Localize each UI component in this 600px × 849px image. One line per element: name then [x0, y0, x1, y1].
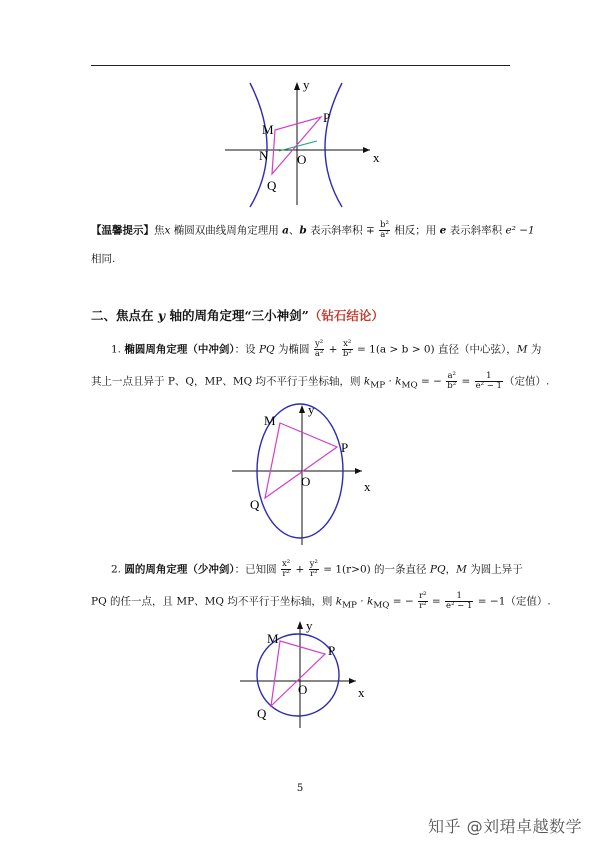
y-axis-arrow [297, 621, 303, 629]
item-1-tail: （定值）. [503, 375, 550, 388]
item-1-dot: · k [385, 375, 402, 388]
item-2-k: k [335, 595, 343, 608]
item-1-sub-2: MQ [401, 380, 418, 391]
page-number: 5 [296, 783, 304, 794]
tip-tag: 【温馨提示】 [91, 224, 154, 237]
item-2-text-3: ， [445, 563, 457, 576]
tip-sep: 、 [288, 224, 300, 237]
item-1-line-2-text: 其上一点且异于 P、Q，MP、MQ 均不平行于坐标轴，则 [91, 375, 364, 388]
fig1-label-q: Q [267, 178, 277, 193]
item-1-plus: + [325, 343, 341, 356]
item-2-sub-1: MP [342, 600, 357, 611]
tip-var-e: e [439, 224, 447, 237]
item-1-m: M [516, 343, 528, 356]
item-1-k: k [363, 375, 371, 388]
item-2-line-2-text: PQ 的任一点，且 MP、MQ 均不平行于坐标轴，则 [91, 595, 336, 608]
tip-var-a: a [282, 224, 289, 237]
item-2-text-1: ：已知圆 [234, 563, 280, 576]
item-1-text-4: 为 [527, 343, 542, 356]
fig3-label-m: M [267, 631, 279, 646]
item-1-heading: 椭圆周角定理（中冲剑） [124, 343, 235, 356]
item-2-eq: = − [389, 595, 418, 608]
tip-text-2: 椭圆双曲线周角定理用 [170, 224, 283, 237]
section-title-b: 轴的周角定理“三小神剑” [165, 308, 309, 323]
item-2-dot: · k [356, 595, 374, 608]
x-axis-arrow [349, 678, 356, 684]
tip-var-x: x [164, 224, 171, 237]
fig1-label-m: M [262, 122, 274, 137]
item-2-frac-1: $\frac{\text{x²}}{\text{r²}}$ [281, 559, 291, 579]
tip-text-3: 表示斜率积 ∓ [306, 224, 379, 237]
fig3-label-x: x [358, 685, 365, 700]
tip-text-1: 焦 [154, 224, 165, 237]
item-1-frac-4: $\frac{1}{\text{e² − 1}}$ [475, 371, 502, 391]
fig3-label-o: O [298, 682, 308, 697]
item-2-plus: + [292, 563, 308, 576]
tip-expression: e² −1 [505, 224, 535, 237]
fig3-label-q: Q [257, 706, 267, 721]
watermark: 知乎 @刘珺卓越数学 [428, 817, 583, 836]
item-2-sub-2: MQ [373, 600, 390, 611]
item-1-number: 1. [111, 343, 122, 356]
tip-fraction: $\frac{\text{b²}}{\text{a²}}$ [380, 220, 389, 240]
item-1-frac-3: $\frac{\text{a²}}{\text{b²}}$ [447, 371, 457, 391]
item-2-heading: 圆的周角定理（少冲剑） [124, 563, 235, 576]
tip-var-b: b [299, 224, 307, 237]
fig1-label-p: P [323, 110, 331, 125]
item-2-frac-4: $\frac{1}{\text{e² − 1}}$ [446, 591, 473, 611]
item-1-sub-1: MP [370, 380, 386, 391]
section-title-a: 二、焦点在 [91, 308, 158, 323]
item-1-frac-1: $\frac{\text{y²}}{\text{a²}}$ [314, 339, 324, 359]
item-2-m: M [456, 563, 467, 576]
section-title-var: y [157, 308, 166, 323]
item-2-text-2: = 1(r>0) 的一条直径 [319, 563, 430, 576]
fig1-label-o: O [297, 152, 307, 167]
tip-text-5: 表示斜率积 [446, 224, 506, 237]
tip-text-4: 相反；用 [390, 224, 440, 237]
item-2-number: 2. [111, 563, 122, 576]
item-1-pq: PQ [258, 343, 275, 356]
item-1-frac-2: $\frac{\text{x²}}{\text{b²}}$ [342, 339, 352, 359]
fig2-label-m: M [264, 413, 276, 428]
item-2-pq: PQ [429, 563, 446, 576]
fig1-label-x: x [373, 150, 380, 165]
item-2-eq-2: = [428, 595, 445, 608]
fig2-label-q: Q [250, 497, 260, 512]
item-1-text-1: ：设 [234, 343, 259, 356]
item-1-eq-2: = [458, 375, 474, 388]
fig2-label-p: P [341, 440, 349, 455]
item-2-frac-2: $\frac{\text{y²}}{\text{r²}}$ [309, 559, 318, 579]
item-2-text-4: 为圆上异于 [466, 563, 523, 576]
fig3-label-y: y [306, 618, 313, 633]
item-2-tail: = −1（定值）. [474, 595, 551, 608]
fig1-label-n: N [259, 148, 269, 163]
item-1-text-3: = 1(a > b > 0) 直径（中心弦）， [353, 343, 517, 356]
item-1-text-2: 为椭圆 [274, 343, 313, 356]
fig2-label-x: x [364, 479, 371, 494]
section-title-red: （钻石结论） [308, 308, 384, 323]
fig2-label-y: y [308, 402, 315, 417]
item-1-eq: = − [417, 375, 446, 388]
fig2-label-o: O [301, 474, 311, 489]
fig3-label-p: P [328, 643, 336, 658]
item-2-frac-3: $\frac{\text{r²}}{\text{r²}}$ [419, 591, 427, 611]
fig1-label-y: y [303, 77, 310, 92]
tip-line-2: 相同. [91, 253, 116, 265]
